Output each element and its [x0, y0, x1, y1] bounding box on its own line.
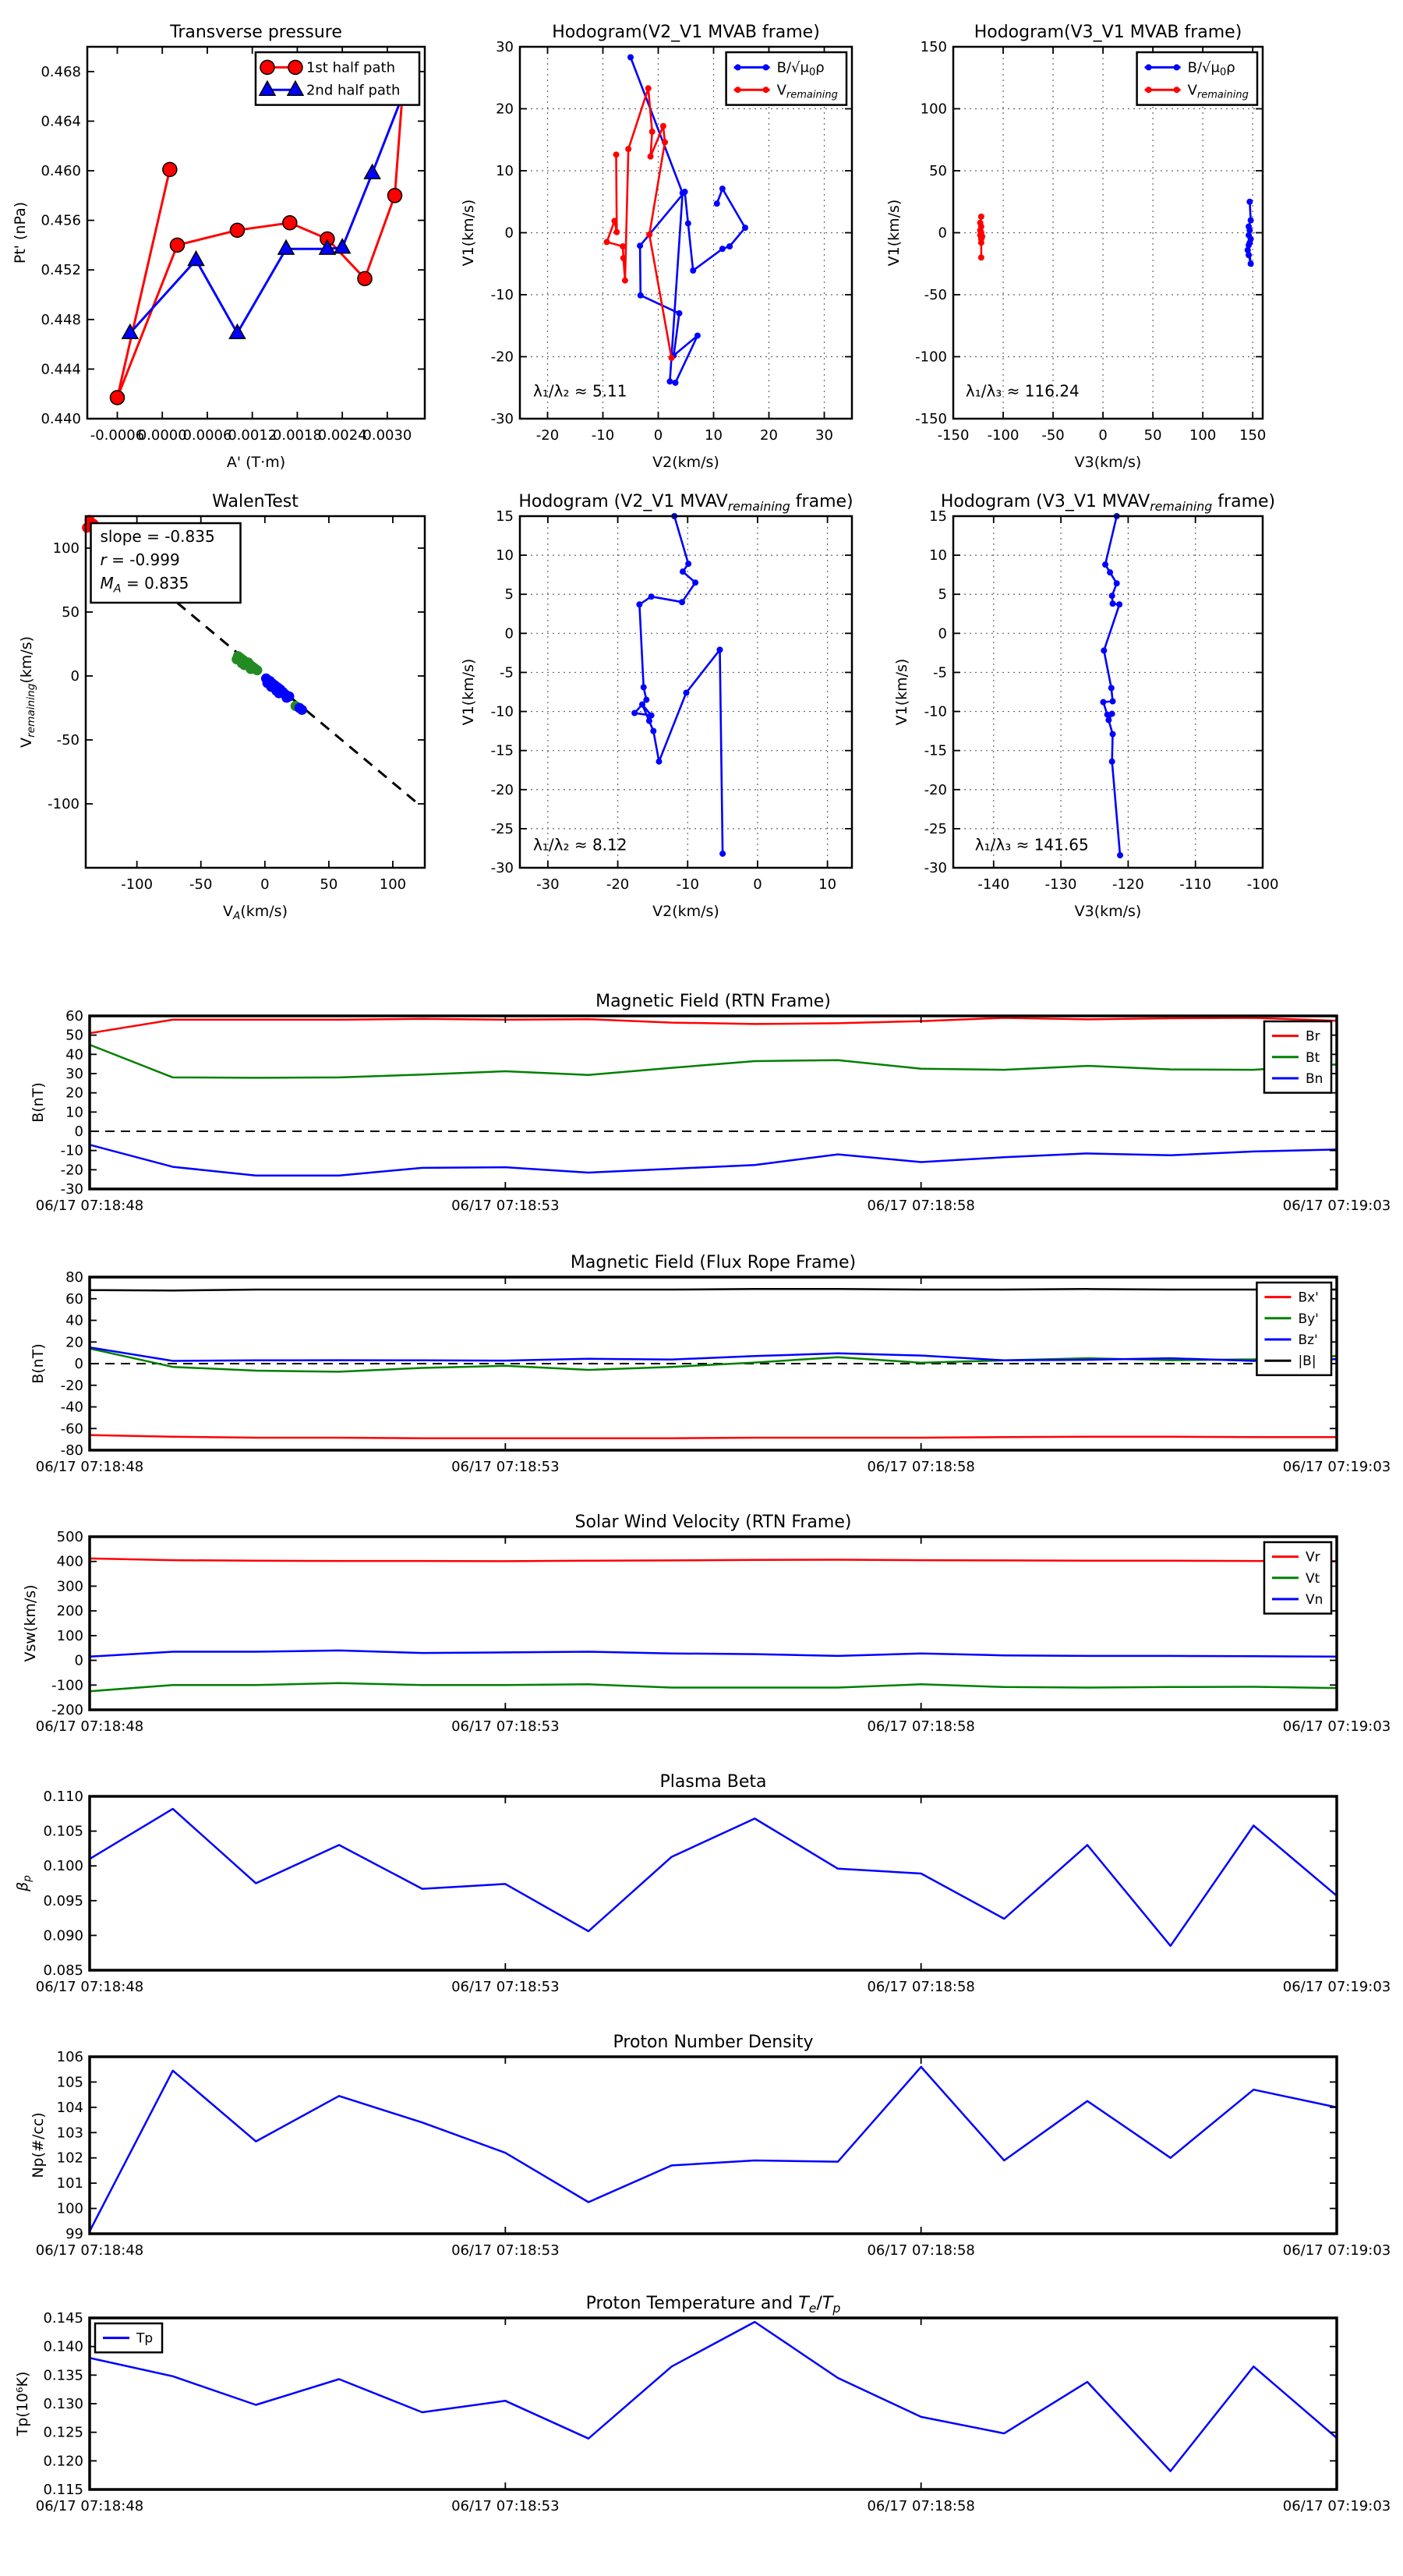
svg-text:20: 20: [760, 427, 778, 444]
svg-text:-40: -40: [60, 1399, 83, 1416]
plot-title: Proton Temperature and $T_e/T_p$: [585, 2294, 841, 2316]
svg-text:0.464: 0.464: [41, 113, 81, 130]
svg-text:Bn: Bn: [1305, 1070, 1323, 1087]
plot-title: Hodogram (V2_V1 $MVAV_{remaining}$ frame): [518, 492, 853, 514]
y-axis-label: V1(km/s): [460, 199, 477, 267]
y-axis-label: B(nT): [30, 1082, 47, 1123]
annotation: λ₁/λ₃ ≈ 116.24: [965, 381, 1080, 401]
svg-text:10: 10: [818, 876, 837, 893]
svg-text:99: 99: [65, 2226, 83, 2242]
svg-text:-25: -25: [924, 820, 947, 837]
svg-text:0.0000: 0.0000: [137, 427, 187, 444]
plot-title: Plasma Beta: [659, 1772, 767, 1792]
svg-text:-10: -10: [591, 427, 615, 444]
svg-text:06/17 07:18:53: 06/17 07:18:53: [451, 1979, 560, 1995]
svg-text:104: 104: [56, 2099, 83, 2116]
svg-text:Vremaining: $V_{remaining}$: [1187, 82, 1249, 101]
legend: [726, 52, 846, 105]
panel-transverse-pressure: [12, 23, 425, 471]
plot-border: [90, 1796, 1337, 1970]
plot-title: WalenTest: [212, 492, 299, 511]
svg-text:40: 40: [65, 1312, 83, 1329]
legend: [1264, 1021, 1331, 1093]
svg-text:2nd half path: 2nd half path: [306, 82, 401, 99]
svg-text:-5: -5: [500, 664, 514, 681]
plot-title: Magnetic Field (Flux Rope Frame): [570, 1253, 857, 1272]
svg-text:0.0006: 0.0006: [182, 427, 232, 444]
panel-b-rtn: [30, 992, 1391, 1214]
svg-text:06/17 07:19:03: 06/17 07:19:03: [1282, 2498, 1391, 2514]
svg-text:Vn: Vn: [1305, 1591, 1323, 1608]
svg-text:0.125: 0.125: [43, 2424, 83, 2441]
svg-text:0: 0: [504, 625, 514, 642]
svg-text:-60: -60: [60, 1421, 83, 1438]
svg-text:Vr: Vr: [1305, 1549, 1320, 1566]
svg-text:0: 0: [938, 625, 947, 642]
svg-text:0.105: 0.105: [43, 1823, 83, 1840]
svg-text:0: 0: [74, 1356, 83, 1372]
svg-text:0: 0: [938, 225, 947, 242]
plot-title: Hodogram(V3_V1 MVAB frame): [974, 23, 1242, 42]
panel-walen-test: [18, 492, 425, 922]
svg-text:200: 200: [56, 1603, 83, 1620]
y-axis-label: B(nT): [30, 1343, 47, 1384]
annotation: λ₁/λ₃ ≈ 141.65: [974, 835, 1089, 855]
svg-text:-50: -50: [189, 876, 213, 893]
svg-text:Bx': Bx': [1298, 1290, 1319, 1306]
x-axis: [36, 2057, 1391, 2259]
series-v-remaining-path: [631, 513, 726, 857]
svg-text:0: 0: [1098, 427, 1108, 444]
svg-text:300: 300: [56, 1578, 83, 1595]
svg-text:5: 5: [938, 586, 947, 603]
svg-text:-10: -10: [490, 287, 514, 303]
svg-text:-15: -15: [924, 742, 947, 759]
svg-text:-0.0006: -0.0006: [90, 427, 145, 444]
svg-text:Bz': Bz': [1298, 1332, 1318, 1348]
plot-title: Hodogram (V3_V1 $MVAV_{remaining}$ frame): [940, 492, 1276, 514]
x-axis-label: V2(km/s): [652, 903, 719, 920]
svg-text:-10: -10: [60, 1142, 83, 1159]
svg-text:50: 50: [65, 1027, 83, 1044]
plot-title: Hodogram(V2_V1 MVAB frame): [552, 23, 820, 42]
series-bt: [90, 1045, 1337, 1077]
svg-text:By': By': [1298, 1311, 1319, 1327]
svg-text:0.135: 0.135: [43, 2367, 83, 2384]
svg-text:06/17 07:18:58: 06/17 07:18:58: [867, 1198, 975, 1214]
svg-text:60: 60: [65, 1290, 83, 1307]
svg-text:100: 100: [920, 101, 947, 118]
y-axis-label: Vsw(km/s): [22, 1584, 39, 1662]
panel-b-fluxrope: [30, 1253, 1391, 1475]
svg-text:0.145: 0.145: [43, 2310, 83, 2327]
x-axis-label: V2(km/s): [652, 454, 719, 471]
svg-text:40: 40: [65, 1046, 83, 1063]
svg-text:50: 50: [929, 163, 947, 179]
y-axis-label: V1(km/s): [893, 658, 910, 726]
svg-text:-100: -100: [1246, 876, 1279, 893]
svg-text:0: 0: [260, 876, 270, 893]
svg-text:-20: -20: [490, 349, 514, 366]
y-axis: [924, 508, 1263, 876]
series-bx-: [90, 1435, 1337, 1438]
svg-text:0.085: 0.085: [43, 1962, 83, 1979]
series-br: [90, 1018, 1337, 1034]
x-axis: [90, 47, 412, 444]
series-np: [90, 2067, 1337, 2231]
svg-text:-30: -30: [924, 860, 947, 876]
svg-text:Vt: Vt: [1305, 1570, 1320, 1587]
panel-hodogram-v2v1-mvab: [460, 23, 852, 471]
svg-text:-200: -200: [51, 1702, 83, 1718]
panel-vsw-rtn: [22, 1513, 1391, 1735]
svg-text:100: 100: [1189, 427, 1217, 444]
svg-text:-120: -120: [1111, 876, 1144, 893]
y-axis: [43, 2310, 1337, 2498]
x-axis: [36, 1537, 1391, 1735]
svg-text:06/17 07:18:53: 06/17 07:18:53: [451, 1459, 560, 1475]
svg-text:-5: -5: [933, 664, 947, 681]
svg-text:06/17 07:18:48: 06/17 07:18:48: [35, 2498, 144, 2514]
svg-text:-150: -150: [937, 427, 970, 444]
svg-text:06/17 07:18:58: 06/17 07:18:58: [867, 1979, 975, 1995]
series-bz-: [90, 1347, 1337, 1361]
svg-text:06/17 07:18:58: 06/17 07:18:58: [867, 2498, 975, 2514]
svg-text:10: 10: [65, 1104, 83, 1121]
svg-text:0.452: 0.452: [41, 262, 81, 279]
svg-text:0.0018: 0.0018: [272, 427, 322, 444]
svg-text:-10: -10: [490, 703, 514, 720]
series-v-remaining: [603, 85, 674, 361]
series-second-half-points: [261, 674, 307, 715]
svg-text:0.0012: 0.0012: [228, 427, 277, 444]
svg-text:0: 0: [70, 668, 80, 685]
svg-text:-30: -30: [536, 876, 560, 893]
svg-text:150: 150: [1239, 427, 1267, 444]
panel-plasma-beta: [14, 1772, 1391, 1995]
svg-text:-130: -130: [1044, 876, 1077, 893]
svg-text:B/√μ0ρ: $B/√\mu_0\rho$: [776, 59, 825, 79]
svg-text:-20: -20: [924, 781, 947, 798]
svg-text:06/17 07:18:48: 06/17 07:18:48: [35, 2242, 144, 2259]
svg-text:0.115: 0.115: [43, 2482, 83, 2498]
svg-text:0.440: 0.440: [41, 411, 81, 427]
y-axis-label: $V_{remaining}(km/s)$: [18, 635, 38, 748]
series-beta-p: [90, 1809, 1337, 1946]
y-axis-label: V1(km/s): [460, 658, 477, 726]
svg-text:20: 20: [496, 101, 514, 118]
svg-text:0.444: 0.444: [41, 361, 81, 378]
svg-text:06/17 07:18:48: 06/17 07:18:48: [35, 1979, 144, 1995]
svg-text:100: 100: [56, 2200, 83, 2217]
legend: [1137, 52, 1257, 105]
series-vn: [90, 1651, 1337, 1657]
svg-text:06/17 07:18:58: 06/17 07:18:58: [867, 2242, 975, 2259]
svg-text:06/17 07:18:48: 06/17 07:18:48: [35, 1198, 144, 1214]
svg-text:101: 101: [56, 2175, 83, 2192]
y-axis-label: V1(km/s): [885, 199, 903, 267]
svg-text:0: 0: [504, 225, 514, 242]
svg-text:106: 106: [56, 2049, 83, 2065]
x-axis-label: A' (T·m): [226, 454, 286, 471]
svg-text:30: 30: [815, 427, 833, 444]
series-vr: [90, 1559, 1337, 1562]
svg-text:30: 30: [65, 1066, 83, 1082]
svg-text:103: 103: [56, 2125, 83, 2142]
svg-text:0: 0: [653, 427, 663, 444]
svg-text:500: 500: [56, 1529, 83, 1545]
svg-text:-100: -100: [915, 349, 947, 366]
svg-text:102: 102: [56, 2150, 83, 2167]
svg-text:-15: -15: [490, 742, 514, 759]
svg-text:0.095: 0.095: [43, 1892, 83, 1909]
svg-text:0: 0: [74, 1652, 83, 1669]
panel-hodogram-v3v1-mvab: [885, 23, 1266, 471]
plot-title: Proton Number Density: [613, 2033, 814, 2052]
svg-text:0.090: 0.090: [43, 1927, 83, 1944]
svg-text:-50: -50: [56, 732, 80, 748]
svg-text:10: 10: [496, 163, 514, 179]
svg-text:06/17 07:19:03: 06/17 07:19:03: [1282, 1198, 1391, 1214]
svg-text:100: 100: [379, 876, 407, 893]
svg-text:-150: -150: [915, 411, 947, 427]
legend: [256, 52, 419, 105]
svg-text:0: 0: [74, 1123, 83, 1140]
svg-text:-30: -30: [490, 411, 514, 427]
svg-text:50: 50: [320, 876, 338, 893]
svg-text:100: 100: [56, 1627, 83, 1644]
svg-text:-140: -140: [977, 876, 1010, 893]
panel-tp: [14, 2294, 1391, 2514]
svg-text:06/17 07:18:53: 06/17 07:18:53: [451, 1198, 560, 1214]
panel-np: [30, 2033, 1391, 2259]
series-vt: [90, 1683, 1337, 1692]
svg-text:-110: -110: [1179, 876, 1212, 893]
svg-text:Vremaining: $V_{remaining}$: [776, 82, 838, 101]
svg-text:-20: -20: [60, 1377, 83, 1394]
y-axis-label: $\beta_p$: [14, 1875, 34, 1891]
svg-text:0: 0: [753, 876, 762, 893]
series--b-: [90, 1289, 1337, 1290]
svg-text:0.100: 0.100: [43, 1858, 83, 1875]
svg-text:60: 60: [65, 1008, 83, 1024]
svg-text:0.120: 0.120: [43, 2453, 83, 2470]
svg-text:0.468: 0.468: [41, 63, 81, 80]
svg-text:400: 400: [56, 1553, 83, 1570]
svg-text:06/17 07:18:48: 06/17 07:18:48: [35, 1718, 144, 1735]
svg-text:-50: -50: [1041, 427, 1065, 444]
y-axis-label: Pt' (nPa): [12, 201, 29, 264]
svg-text:06/17 07:18:53: 06/17 07:18:53: [451, 2498, 560, 2514]
panel-hodogram-v2v1-mvav: [460, 492, 853, 920]
svg-text:06/17 07:18:48: 06/17 07:18:48: [35, 1459, 144, 1475]
series-2nd-half-path: [122, 88, 410, 339]
y-axis: [61, 1008, 1337, 1198]
x-axis-label: V3(km/s): [1074, 454, 1142, 471]
svg-text:-100: -100: [48, 796, 80, 812]
x-axis: [36, 2318, 1391, 2514]
svg-text:80: 80: [65, 1269, 83, 1286]
svg-text:06/17 07:18:58: 06/17 07:18:58: [867, 1718, 975, 1735]
svg-text:Tp: Tp: [136, 2330, 154, 2347]
svg-text:0.0030: 0.0030: [362, 427, 412, 444]
series-tp: [90, 2322, 1337, 2471]
svg-text:MA = 0.835: $M_A = 0.835$: [100, 574, 189, 596]
svg-text:0.130: 0.130: [43, 2396, 83, 2412]
plot-title: Magnetic Field (RTN Frame): [595, 992, 831, 1011]
y-axis: [43, 1789, 1337, 1979]
series-bn: [90, 1145, 1337, 1175]
svg-text:15: 15: [929, 508, 947, 525]
svg-text:1st half path: 1st half path: [306, 59, 395, 76]
svg-text:slope = -0.835: slope = -0.835: [100, 527, 215, 547]
svg-text:-80: -80: [60, 1442, 83, 1459]
x-axis: [36, 1796, 1391, 1995]
svg-text:100: 100: [52, 540, 80, 557]
svg-text:0.448: 0.448: [41, 311, 81, 328]
svg-text:B/√μ0ρ: $B/√\mu_0\rho$: [1187, 59, 1235, 79]
y-axis: [57, 2049, 1337, 2242]
svg-text:r = -0.999: r = -0.999: [100, 550, 180, 570]
svg-text:20: 20: [65, 1334, 83, 1351]
y-axis: [41, 64, 425, 427]
legend: [1264, 1542, 1331, 1614]
svg-text:30: 30: [496, 39, 514, 55]
svg-text:-30: -30: [60, 1181, 83, 1198]
plot-title: Transverse pressure: [170, 23, 342, 42]
stats-box: [91, 523, 241, 603]
svg-text:06/17 07:19:03: 06/17 07:19:03: [1282, 1459, 1391, 1475]
svg-text:0.0024: 0.0024: [317, 427, 367, 444]
plot-border: [90, 2057, 1337, 2234]
svg-text:-100: -100: [121, 876, 154, 893]
svg-text:10: 10: [705, 427, 723, 444]
svg-text:06/17 07:19:03: 06/17 07:19:03: [1282, 1718, 1391, 1735]
svg-text:-20: -20: [606, 876, 630, 893]
svg-text:06/17 07:18:53: 06/17 07:18:53: [451, 1718, 560, 1735]
y-axis-label: Np(#/cc): [30, 2112, 47, 2178]
svg-text:-30: -30: [490, 860, 514, 876]
svg-text:|B|: |B|: [1298, 1353, 1316, 1370]
legend: [1256, 1283, 1331, 1375]
svg-text:-10: -10: [676, 876, 699, 893]
svg-text:20: 20: [65, 1085, 83, 1102]
panel-hodogram-v3v1-mvav: [893, 492, 1278, 920]
svg-text:-100: -100: [987, 427, 1020, 444]
plot-border: [90, 1016, 1337, 1189]
annotation: λ₁/λ₂ ≈ 8.12: [533, 835, 627, 855]
y-axis-label: Tp(10⁶K): [14, 2371, 31, 2436]
series-v-remaining-path: [1100, 513, 1123, 858]
x-axis: [36, 1277, 1391, 1475]
svg-text:06/17 07:19:03: 06/17 07:19:03: [1282, 1979, 1391, 1995]
svg-text:0.456: 0.456: [41, 212, 81, 229]
plot-title: Solar Wind Velocity (RTN Frame): [574, 1513, 852, 1532]
series-v-remaining: [977, 214, 986, 260]
svg-text:0.140: 0.140: [43, 2338, 83, 2355]
svg-text:150: 150: [920, 39, 947, 55]
x-axis-label: V3(km/s): [1074, 903, 1142, 920]
y-axis: [51, 1529, 1337, 1718]
svg-text:-20: -20: [60, 1162, 83, 1179]
svg-text:-50: -50: [924, 287, 947, 303]
svg-text:5: 5: [504, 586, 514, 603]
annotation: λ₁/λ₂ ≈ 5.11: [533, 381, 627, 401]
svg-text:10: 10: [929, 547, 947, 564]
svg-text:-20: -20: [535, 427, 560, 444]
svg-text:105: 105: [56, 2074, 83, 2091]
series-1st-half-path: [110, 90, 409, 405]
svg-text:06/17 07:19:03: 06/17 07:19:03: [1282, 2242, 1391, 2259]
svg-text:50: 50: [62, 604, 80, 621]
svg-text:-100: -100: [51, 1677, 83, 1694]
legend: [95, 2323, 162, 2352]
svg-text:Bt: Bt: [1305, 1049, 1320, 1066]
svg-text:0.460: 0.460: [41, 163, 81, 179]
svg-text:-10: -10: [924, 703, 947, 720]
svg-text:06/17 07:18:53: 06/17 07:18:53: [451, 2242, 560, 2259]
svg-text:50: 50: [1143, 427, 1162, 444]
svg-text:Br: Br: [1305, 1028, 1320, 1045]
x-axis-label: $V_A(km/s)$: [222, 903, 288, 923]
svg-text:15: 15: [496, 508, 514, 525]
svg-text:-20: -20: [490, 781, 514, 798]
svg-text:06/17 07:18:58: 06/17 07:18:58: [867, 1459, 975, 1475]
svg-text:0.110: 0.110: [43, 1789, 83, 1805]
y-axis: [491, 508, 852, 876]
svg-text:-25: -25: [490, 820, 514, 837]
x-axis: [36, 1016, 1391, 1214]
svg-text:10: 10: [496, 547, 514, 564]
